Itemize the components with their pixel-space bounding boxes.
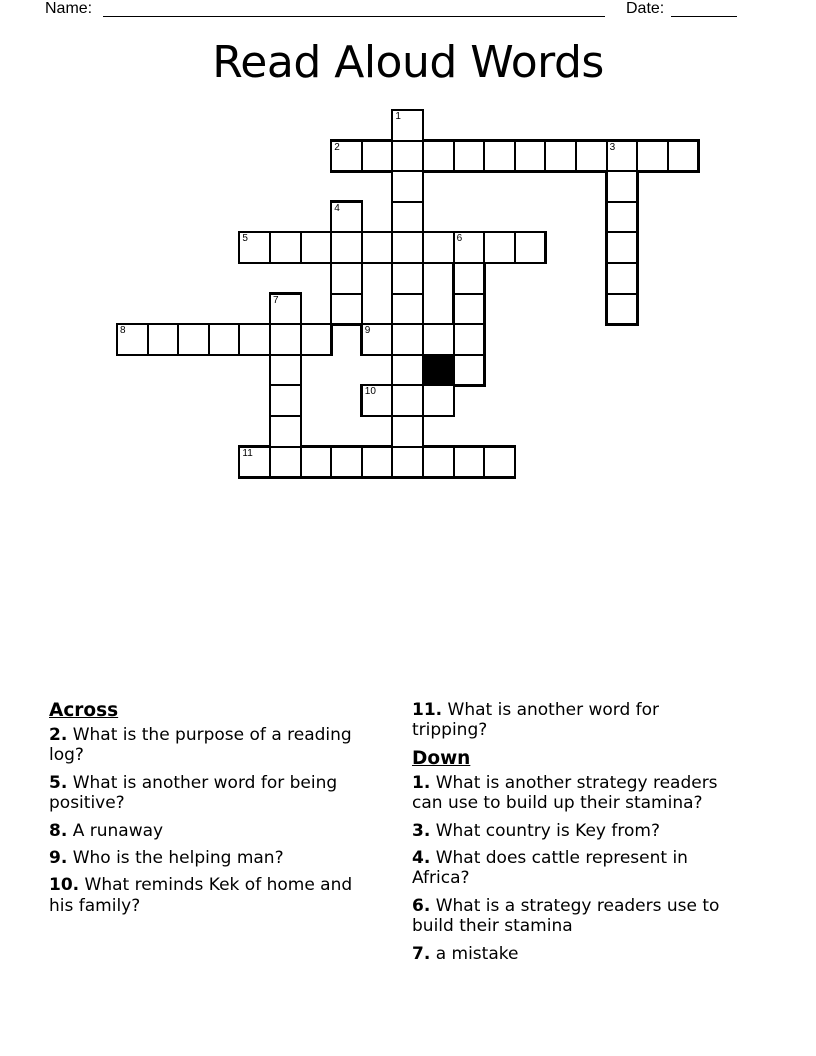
clue-item xyxy=(412,773,784,814)
grid-cell xyxy=(330,262,363,295)
clue-text: What is another word for being positive? xyxy=(49,772,338,814)
grid-cell xyxy=(606,293,639,326)
grid-cell xyxy=(269,293,302,326)
grid-cell xyxy=(238,323,271,356)
grid-cell xyxy=(269,415,302,448)
clue-number: 9. xyxy=(49,848,68,869)
grid-cell xyxy=(575,140,608,173)
clue-item xyxy=(412,848,784,889)
clue-number: 5. xyxy=(49,772,68,793)
grid-cell xyxy=(544,140,577,173)
grid-cell xyxy=(391,354,424,387)
grid-cell-number: 9 xyxy=(364,325,371,337)
clue-item xyxy=(412,821,784,841)
grid-cell-number: 5 xyxy=(242,233,248,245)
clue-number: 8. xyxy=(49,820,68,841)
grid-cell xyxy=(177,323,210,356)
grid-cell xyxy=(483,140,516,173)
grid-cell-number: 3 xyxy=(609,141,616,153)
grid-cell xyxy=(391,293,424,326)
grid-cell xyxy=(330,446,363,479)
clue-number: 10. xyxy=(49,875,80,896)
grid-cell xyxy=(300,446,333,479)
grid-cell-number: 2 xyxy=(334,141,340,153)
clues-left-column xyxy=(49,700,394,923)
grid-cell xyxy=(606,262,639,295)
grid-cell xyxy=(361,384,394,417)
clue-text: What is a strategy readers use to build their stamina xyxy=(412,895,720,937)
grid-cell-number: 11 xyxy=(242,447,253,459)
grid-cell-number: 10 xyxy=(364,386,376,398)
grid-cell xyxy=(361,323,394,356)
grid-cell xyxy=(238,446,271,479)
grid-cell xyxy=(269,354,302,387)
clue-number: 7. xyxy=(412,943,431,964)
grid-cell-number: 4 xyxy=(334,202,340,214)
grid-cell xyxy=(453,140,486,173)
clue-item xyxy=(49,821,394,841)
grid-cell xyxy=(483,231,516,264)
grid-cell xyxy=(391,231,424,264)
grid-cell xyxy=(453,293,486,326)
clue-text: What reminds Kek of home and his family? xyxy=(49,875,353,916)
grid-cell xyxy=(391,170,424,203)
clue-item xyxy=(49,875,394,916)
clue-text: What does cattle represent in Africa? xyxy=(412,848,688,889)
grid-cell xyxy=(269,231,302,264)
grid-cell xyxy=(391,446,424,479)
clue-number: 3. xyxy=(412,820,431,841)
clue-item xyxy=(49,848,394,868)
grid-cell xyxy=(391,384,424,417)
clue-text: What is another strategy readers can use to build up their stamina? xyxy=(412,772,718,814)
grid-cell xyxy=(514,140,547,173)
clue-item xyxy=(412,944,784,964)
grid-cell xyxy=(300,231,333,264)
grid-cell xyxy=(606,170,639,203)
grid-cell xyxy=(300,323,333,356)
grid-cell xyxy=(422,140,455,173)
crossword-grid xyxy=(117,110,699,478)
grid-cell xyxy=(453,323,486,356)
name-label: Name: xyxy=(45,0,93,17)
date-blank-line xyxy=(671,16,737,17)
grid-cell xyxy=(514,231,547,264)
grid-cell xyxy=(330,231,363,264)
grid-cell xyxy=(606,201,639,234)
grid-cell xyxy=(269,384,302,417)
grid-cell xyxy=(422,323,455,356)
grid-cell xyxy=(361,446,394,479)
grid-cell xyxy=(391,109,424,142)
down-heading: Down xyxy=(412,747,471,769)
clue-number: 4. xyxy=(412,848,431,869)
grid-cell-number: 1 xyxy=(395,111,401,122)
grid-cell xyxy=(208,323,241,356)
grid-cell-number: 7 xyxy=(273,294,279,306)
grid-cell xyxy=(453,446,486,479)
grid-cell xyxy=(238,231,271,264)
grid-cell-number: 6 xyxy=(456,233,463,245)
grid-cell xyxy=(269,323,302,356)
clue-item xyxy=(412,700,784,741)
clue-item xyxy=(412,896,784,937)
grid-cell xyxy=(483,446,516,479)
grid-cell xyxy=(606,231,639,264)
grid-cell xyxy=(330,201,363,234)
grid-cell xyxy=(667,140,700,173)
grid-cell xyxy=(330,140,363,173)
grid-cell xyxy=(422,446,455,479)
clue-item xyxy=(49,773,394,814)
grid-cell xyxy=(391,262,424,295)
clue-text: A runaway xyxy=(67,820,164,841)
grid-cell xyxy=(391,140,424,173)
grid-cell xyxy=(453,262,486,295)
grid-cell xyxy=(636,140,669,173)
clue-number: 6. xyxy=(412,895,431,916)
grid-cell xyxy=(361,140,394,173)
grid-cell xyxy=(422,384,455,417)
grid-cell xyxy=(391,323,424,356)
clue-text: What is the purpose of a reading log? xyxy=(49,725,352,766)
grid-cell xyxy=(453,231,486,264)
grid-cell-number: 8 xyxy=(120,325,126,337)
clue-number: 11. xyxy=(412,700,443,720)
blocked-cell xyxy=(422,354,455,387)
grid-cell xyxy=(361,231,394,264)
grid-cell xyxy=(422,231,455,264)
clue-item xyxy=(49,725,394,766)
clue-text: a mistake xyxy=(430,943,519,964)
grid-cell xyxy=(147,323,180,356)
grid-cell xyxy=(330,293,363,326)
date-label: Date: xyxy=(626,0,665,17)
grid-cell xyxy=(269,446,302,479)
grid-cell xyxy=(391,201,424,234)
clue-text: What is another word for tripping? xyxy=(412,700,660,741)
clue-text: What country is Key from? xyxy=(430,820,660,841)
grid-cell xyxy=(116,323,149,356)
across-heading: Across xyxy=(49,700,119,721)
grid-cell xyxy=(391,415,424,448)
page-title: Read Aloud Words xyxy=(212,37,604,88)
grid-cell xyxy=(606,140,639,173)
clue-number: 1. xyxy=(412,772,431,793)
clues-right-column xyxy=(412,700,784,971)
name-blank-line xyxy=(103,16,605,17)
clue-number: 2. xyxy=(49,725,68,745)
clue-text: Who is the helping man? xyxy=(67,848,284,869)
grid-cell xyxy=(453,354,486,387)
